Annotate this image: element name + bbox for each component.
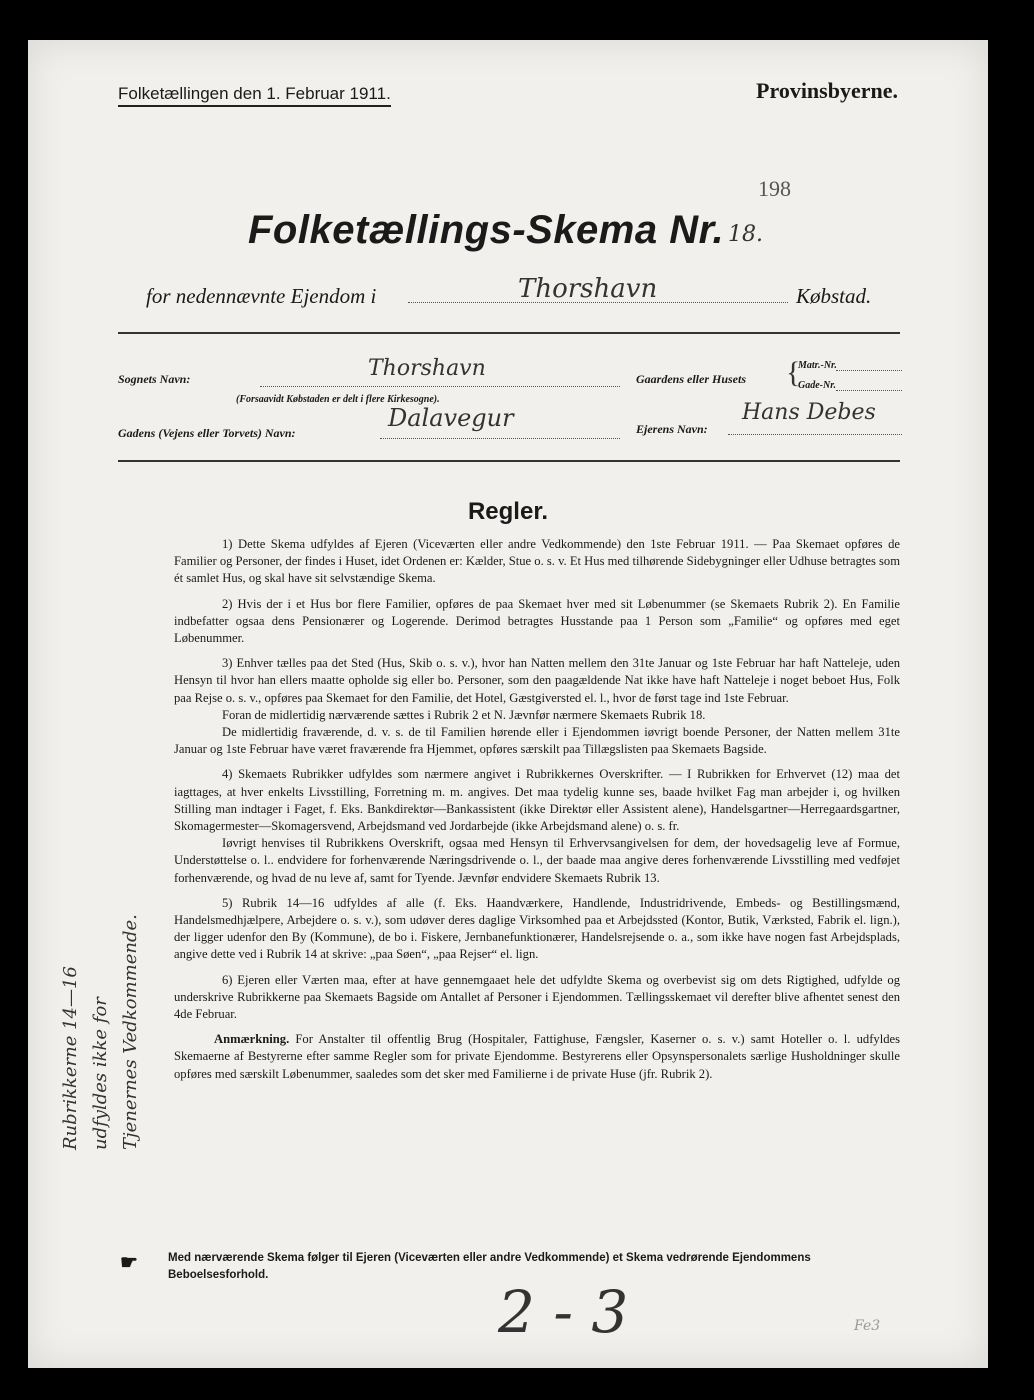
pointing-hand-icon: ☛ — [120, 1252, 138, 1274]
census-form-page — [28, 40, 988, 1368]
owner-field — [728, 434, 902, 435]
side-note-line-3: Tjenernes Vedkommende. — [120, 914, 141, 1150]
parish-label: Sognets Navn: — [118, 372, 191, 386]
gade-nr-label: Gade-Nr. — [798, 380, 837, 391]
owner-value: Hans Debes — [742, 400, 876, 425]
street-label: Gadens (Vejens eller Torvets) Navn: — [118, 426, 296, 440]
note-label: Anmærkning. — [214, 1032, 290, 1047]
header-census-date: Folketællingen den 1. Februar 1911. — [118, 84, 391, 107]
divider-top — [118, 332, 900, 334]
property-town-value: Thorshavn — [518, 274, 658, 304]
rule-3b: Foran de midlertidig nærværende sættes i Rubrik 2 et N. Jævnfør nærmere Skemaets Rubrik 18. — [222, 707, 706, 722]
matr-nr-label: Matr.-Nr. — [798, 360, 837, 371]
parish-field — [260, 386, 620, 387]
footer-handwritten-mark: 2 - 3 — [498, 1278, 629, 1346]
owner-label: Ejerens Navn: — [636, 422, 708, 436]
rule-6: 6) Ejeren eller Værten maa, efter at have gennemgaaet hele det udfyldte Skema og overbevist sig om dets Rigtighed, udfylde og underskrive Rubrikkerne paa Skemaets Bagside om Antallet af Personer i Ejendommen. Tællingsskemaet vil derefter blive afhentet senest den 4de Februar. — [174, 972, 900, 1022]
form-number: 18. — [728, 222, 763, 247]
gade-nr-field — [836, 390, 902, 391]
rule-4: 4) Skemaets Rubrikker udfyldes som nærmere angivet i Rubrikkernes Overskrifter. — I Rubrikken for Erhvervet (12) maa det iagttages, at hver enkelts Livsstilling, Forretning m. m. angives. Det maa tydelig kunne ses, baade hvilket Fag man arbejder i, og hvilken Stilling man indtager i Faget, f. Eks. Bankdirektør—Bankassistent (ikke Direktør eller Assistent alene), Handelsgartner—Herregaardsgartner, Skomagermester—Skomagersvend, Arbejdsmand ved Jordarbejde (ikke Arbejdsmand alene) o. s. fr. — [174, 767, 900, 834]
matr-nr-field — [836, 370, 902, 371]
form-title: Folketællings-Skema Nr. — [248, 208, 725, 252]
side-note-line-1: Rubrikkerne 14—16 — [60, 966, 81, 1150]
parish-note: (Forsaavidt Købstaden er delt i flere Kirkesogne). — [236, 394, 440, 405]
archive-number: 198 — [758, 176, 791, 201]
note-text: For Anstalter til offentlig Brug (Hospitaler, Fattighuse, Fængsler, Kaserner o. s. v.) samt Hoteller o. l. udfyldes Skemaerne af Bestyrerne efter samme Regler som for private Ejendomme. Bestyrerens eller Opsynspersonalets særlige Husholdninger skulle opføres med særskilt Løbenummer, saaledes som det sker med Familierne i de private Huse (jfr. Rubrik 2). — [174, 1032, 900, 1081]
rule-5: 5) Rubrik 14—16 udfyldes af alle (f. Eks. Haandværkere, Handlende, Industridrivende, Embeds- og Bestillingsmænd, Handelsmedhjælpere, Arbejdere o. s. v.), som udøver deres daglige Virksomhed paa et Arbejdssted (Kontor, Butik, Værksted, Fabrik el. lign.), der ligger udenfor den By (Kommune), de bo i. Fiskere, Jernbanefunktionærer, Handelsrejsende o. a., som ikke have nogen fast Arbejdsplads, angive dette ved i Rubrik 14 at skrive: „paa Søen“, „paa Rejser“ el. lign. — [174, 895, 900, 962]
side-note — [56, 850, 146, 1150]
rule-3c: De midlertidig fraværende, d. v. s. de til Familien hørende eller i Ejendommen iøvrigt boende Personer, der Natten mellem 31te Januar og 1ste Februar have været fraværende fra Hjemmet, opføres særskilt paa Tillægslisten paa Skemaets Bagside. — [174, 725, 900, 757]
house-label: Gaardens eller Husets — [636, 372, 747, 386]
note — [174, 1031, 900, 1083]
parish-value: Thorshavn — [368, 356, 486, 381]
rules-title: Regler. — [467, 498, 549, 525]
property-suffix: Købstad. — [796, 284, 872, 308]
street-field — [380, 438, 620, 439]
rule-2: 2) Hvis der i et Hus bor flere Familier, opføres de paa Skemaet hver med sit Løbenummer (se Skemaets Rubrik 2). En Familie indbefatter ogsaa dens Pensionærer og Logerende. Derimod betragtes Husstande paa 1 Person som „Familie“ og opføres med eget Løbenummer. — [174, 596, 900, 646]
brace-icon: { — [786, 356, 801, 389]
header-region: Provinsbyerne. — [756, 78, 898, 103]
rules-body — [174, 536, 900, 1091]
footer-pencil-mark: Fe3 — [854, 1318, 881, 1334]
rule-1: 1) Dette Skema udfyldes af Ejeren (Viceværten eller andre Vedkommende) den 1ste Februar 1911. — Paa Skemaet opføres de Familier og Personer, der findes i Huset, idet Ordenen er: Kælder, Stue o. s. v. Et Hus med tilhørende Sidebygninger eller Udhuse betragtes som ét samlet Hus, og skal have sit selvstændige Skema. — [174, 537, 901, 586]
rule-3: 3) Enhver tælles paa det Sted (Hus, Skib o. s. v.), hvor han Natten mellem den 31te Januar og 1ste Februar har haft Natteleje, uden Hensyn til hvor han ellers maatte opholde sig eller bo. Personer, som den paagældende Nat ikke have haft Natteleje i noget beboet Hus, Folk paa Rejse o. s. v., opføres paa Skemaet for den Familie, det Hotel, Gæstgiversted el. l., hvor de først tage ind 1ste Februar. — [174, 656, 900, 705]
divider-bottom — [118, 460, 900, 462]
property-label: for nedennævnte Ejendom i — [146, 284, 377, 308]
street-value: Dalavegur — [388, 404, 514, 432]
footer-note: Med nærværende Skema følger til Ejeren (Viceværten eller andre Vedkommende) et Skema vedrørende Ejendommens Beboelsesforhold. — [168, 1252, 811, 1281]
side-note-line-2: udfyldes ikke for — [90, 997, 111, 1150]
rule-4b: Iøvrigt henvises til Rubrikkens Overskrift, ogsaa med Hensyn til Erhvervsangivelsen for dem, der hovedsagelig leve af Formue, Understøttelse o. l.. endvidere for forhenværende Næringsdrivende o. l., der baade maa angive deres forhenværende Livsstilling med vedføjet forhenværende, og hvad de nu leve af, samt for Tyende. Jævnfør endvidere Skemaets Rubrik 13. — [174, 836, 900, 885]
